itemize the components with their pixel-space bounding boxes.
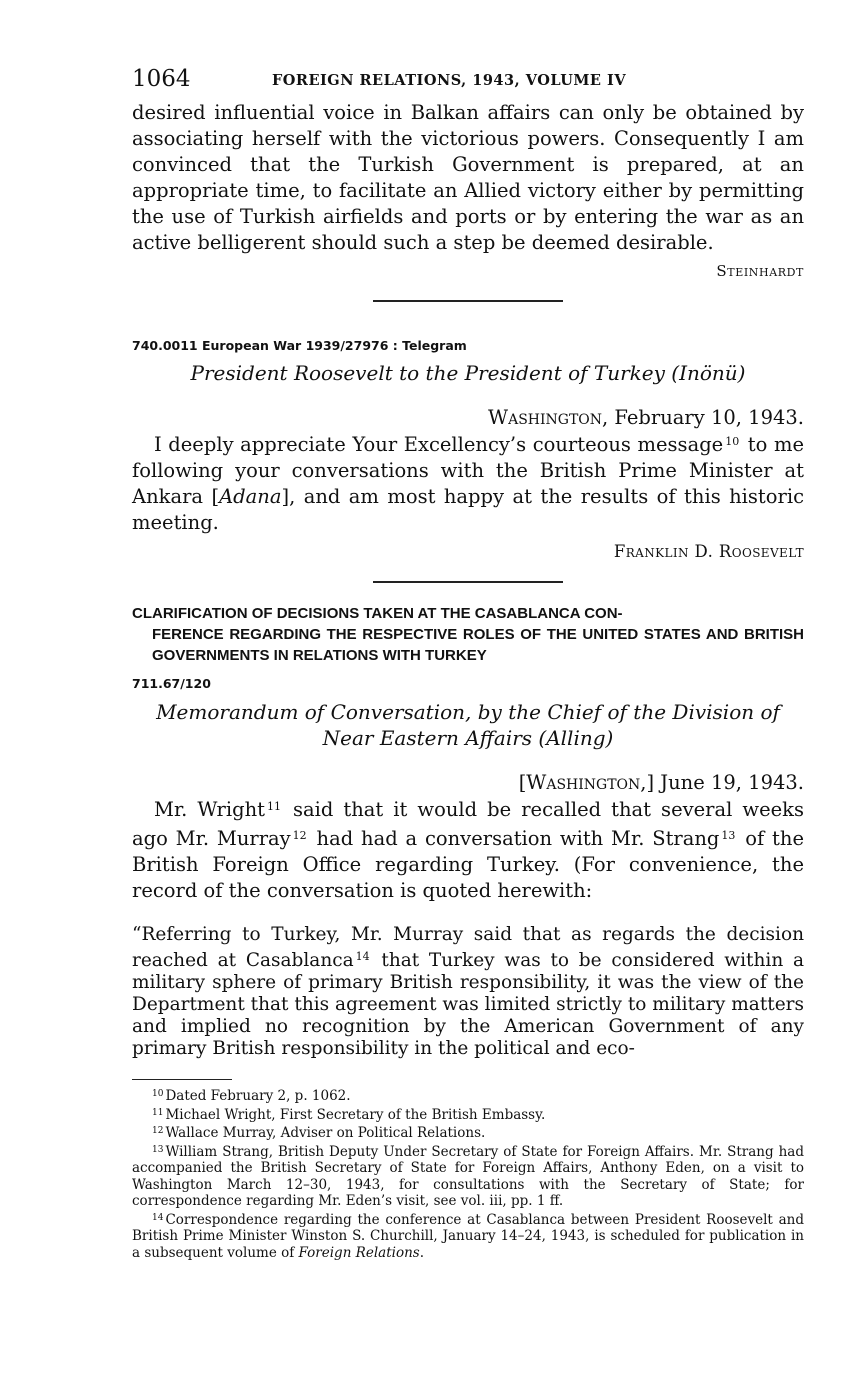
body-text: Mr. Wright (154, 798, 265, 821)
footnote-ref: 11 (266, 800, 281, 813)
footnote-italic: Foreign Relations (298, 1244, 420, 1261)
dateline (132, 406, 804, 429)
footnote-number: 12 (152, 1126, 164, 1136)
dateline-bracket: [ (518, 771, 527, 794)
section-heading (132, 603, 804, 666)
quote-text: that Turkey was to be considered within a military sphere of primary British responsibility, it was the view of the Department that this agreement was limited strictly to military matters and implied no recognition by the American Government of any primary British responsibility in the political and eco- (132, 950, 805, 1059)
footnote-11 (132, 1105, 804, 1124)
footnote-text: Michael Wright, First Secretary of the British Embassy. (165, 1106, 546, 1123)
running-title: FOREIGN RELATIONS, 1943, VOLUME IV (272, 72, 627, 89)
running-head (132, 66, 804, 100)
document-heading: Memorandum of Conversation, by the Chief of the Division of Near Eastern Affairs (Alling) (156, 700, 780, 750)
footnote-text: Wallace Murray, Adviser on Political Relations. (165, 1125, 486, 1141)
section-divider (373, 581, 563, 583)
body-text: had had a conversation with Mr. Strang (308, 827, 720, 850)
dateline-place: Washington (488, 406, 603, 429)
footnote-ref: 12 (292, 829, 307, 842)
footnote-13 (132, 1142, 804, 1210)
dateline-date: , February 10, 1943. (602, 406, 804, 429)
continuation-paragraph: desired influential voice in Balkan affairs can only be obtained by associating herself with the victorious powers. Consequently I am convinced that the Turkish Government is prepared, at an appropriate time, to facilitate an Allied victory either by permitting the use of Turkish airfields and ports or by entering the war as an active belligerent should such a step be deemed desirable. (132, 101, 804, 254)
footnote-10 (132, 1086, 804, 1105)
footnote-text: Correspondence regarding the conference at Casablanca between President Roosevelt and British Prime Minister Winston S. Churchill, January 14–24, 1943, is scheduled for publication in a subsequent volume of (132, 1211, 804, 1261)
file-reference: 740.0011 European War 1939/27976 : Telegram (132, 338, 467, 353)
footnote-14 (132, 1210, 804, 1262)
telegram-body (132, 429, 804, 536)
footnote-12 (132, 1123, 804, 1142)
quoted-record (132, 924, 804, 1060)
page-number: 1064 (132, 66, 191, 92)
footnote-divider (132, 1079, 232, 1081)
body-text: to me following your conversations with the British Prime Minister at Ankara [ (132, 433, 804, 508)
section-heading-line1: CLARIFICATION OF DECISIONS TAKEN AT THE CASABLANCA CON- (132, 605, 623, 622)
signature-steinhardt: Steinhardt (716, 262, 804, 280)
body-text: I deeply appreciate Your Excellency’s courteous message (154, 433, 724, 456)
dateline-place: Washington (526, 771, 641, 794)
footnote-number: 14 (152, 1212, 164, 1223)
footnote-text: . (419, 1244, 424, 1261)
document-heading: President Roosevelt to the President of Turkey (Inönü) (190, 361, 746, 385)
footnote-number: 11 (152, 1107, 164, 1118)
signature-roosevelt: Franklin D. Roosevelt (613, 542, 804, 561)
body-text: of the British Foreign Office regarding Turkey. (For convenience, the record of the conversation is quoted herewith: (132, 827, 804, 902)
section-heading-rest: FERENCE REGARDING THE RESPECTIVE ROLES OF THE UNITED STATES AND BRITISH GOVERNMENTS IN RELATIONS WITH TURKEY (152, 626, 804, 664)
file-reference: 711.67/120 (132, 676, 211, 691)
footnote-ref: 10 (725, 435, 740, 448)
body-text: ], and am most happy at the results of this historic meeting. (132, 485, 804, 534)
footnote-text: Dated February 2, p. 1062. (165, 1088, 351, 1104)
document-page (132, 66, 804, 1261)
body-text: said that it would be recalled that several weeks ago Mr. Murray (132, 798, 804, 850)
dateline (132, 771, 804, 794)
footnote-text: William Strang, British Deputy Under Secretary of State for Foreign Affairs. Mr. Strang had accompanied the British Secretary of State for Foreign Affairs, Anthony Eden, on a visit to Washington March 12–30, 1943, for consultations with the Secretary of State; for correspondence regarding Mr. Eden’s visit, see vol. iii, pp. 1 ff. (132, 1143, 804, 1209)
section-divider (373, 300, 563, 302)
footnote-number: 10 (152, 1089, 164, 1099)
footnote-ref: 13 (721, 829, 736, 842)
quote-text: “Referring to Turkey, Mr. Murray said that as regards the decision reached at Casablanca (132, 924, 804, 971)
footnotes (132, 1086, 804, 1261)
body-italic: Adana (219, 485, 282, 508)
dateline-date: ,] June 19, 1943. (640, 771, 804, 794)
footnote-ref: 14 (355, 950, 370, 963)
footnote-number: 13 (152, 1144, 164, 1155)
memo-paragraph (132, 794, 804, 904)
